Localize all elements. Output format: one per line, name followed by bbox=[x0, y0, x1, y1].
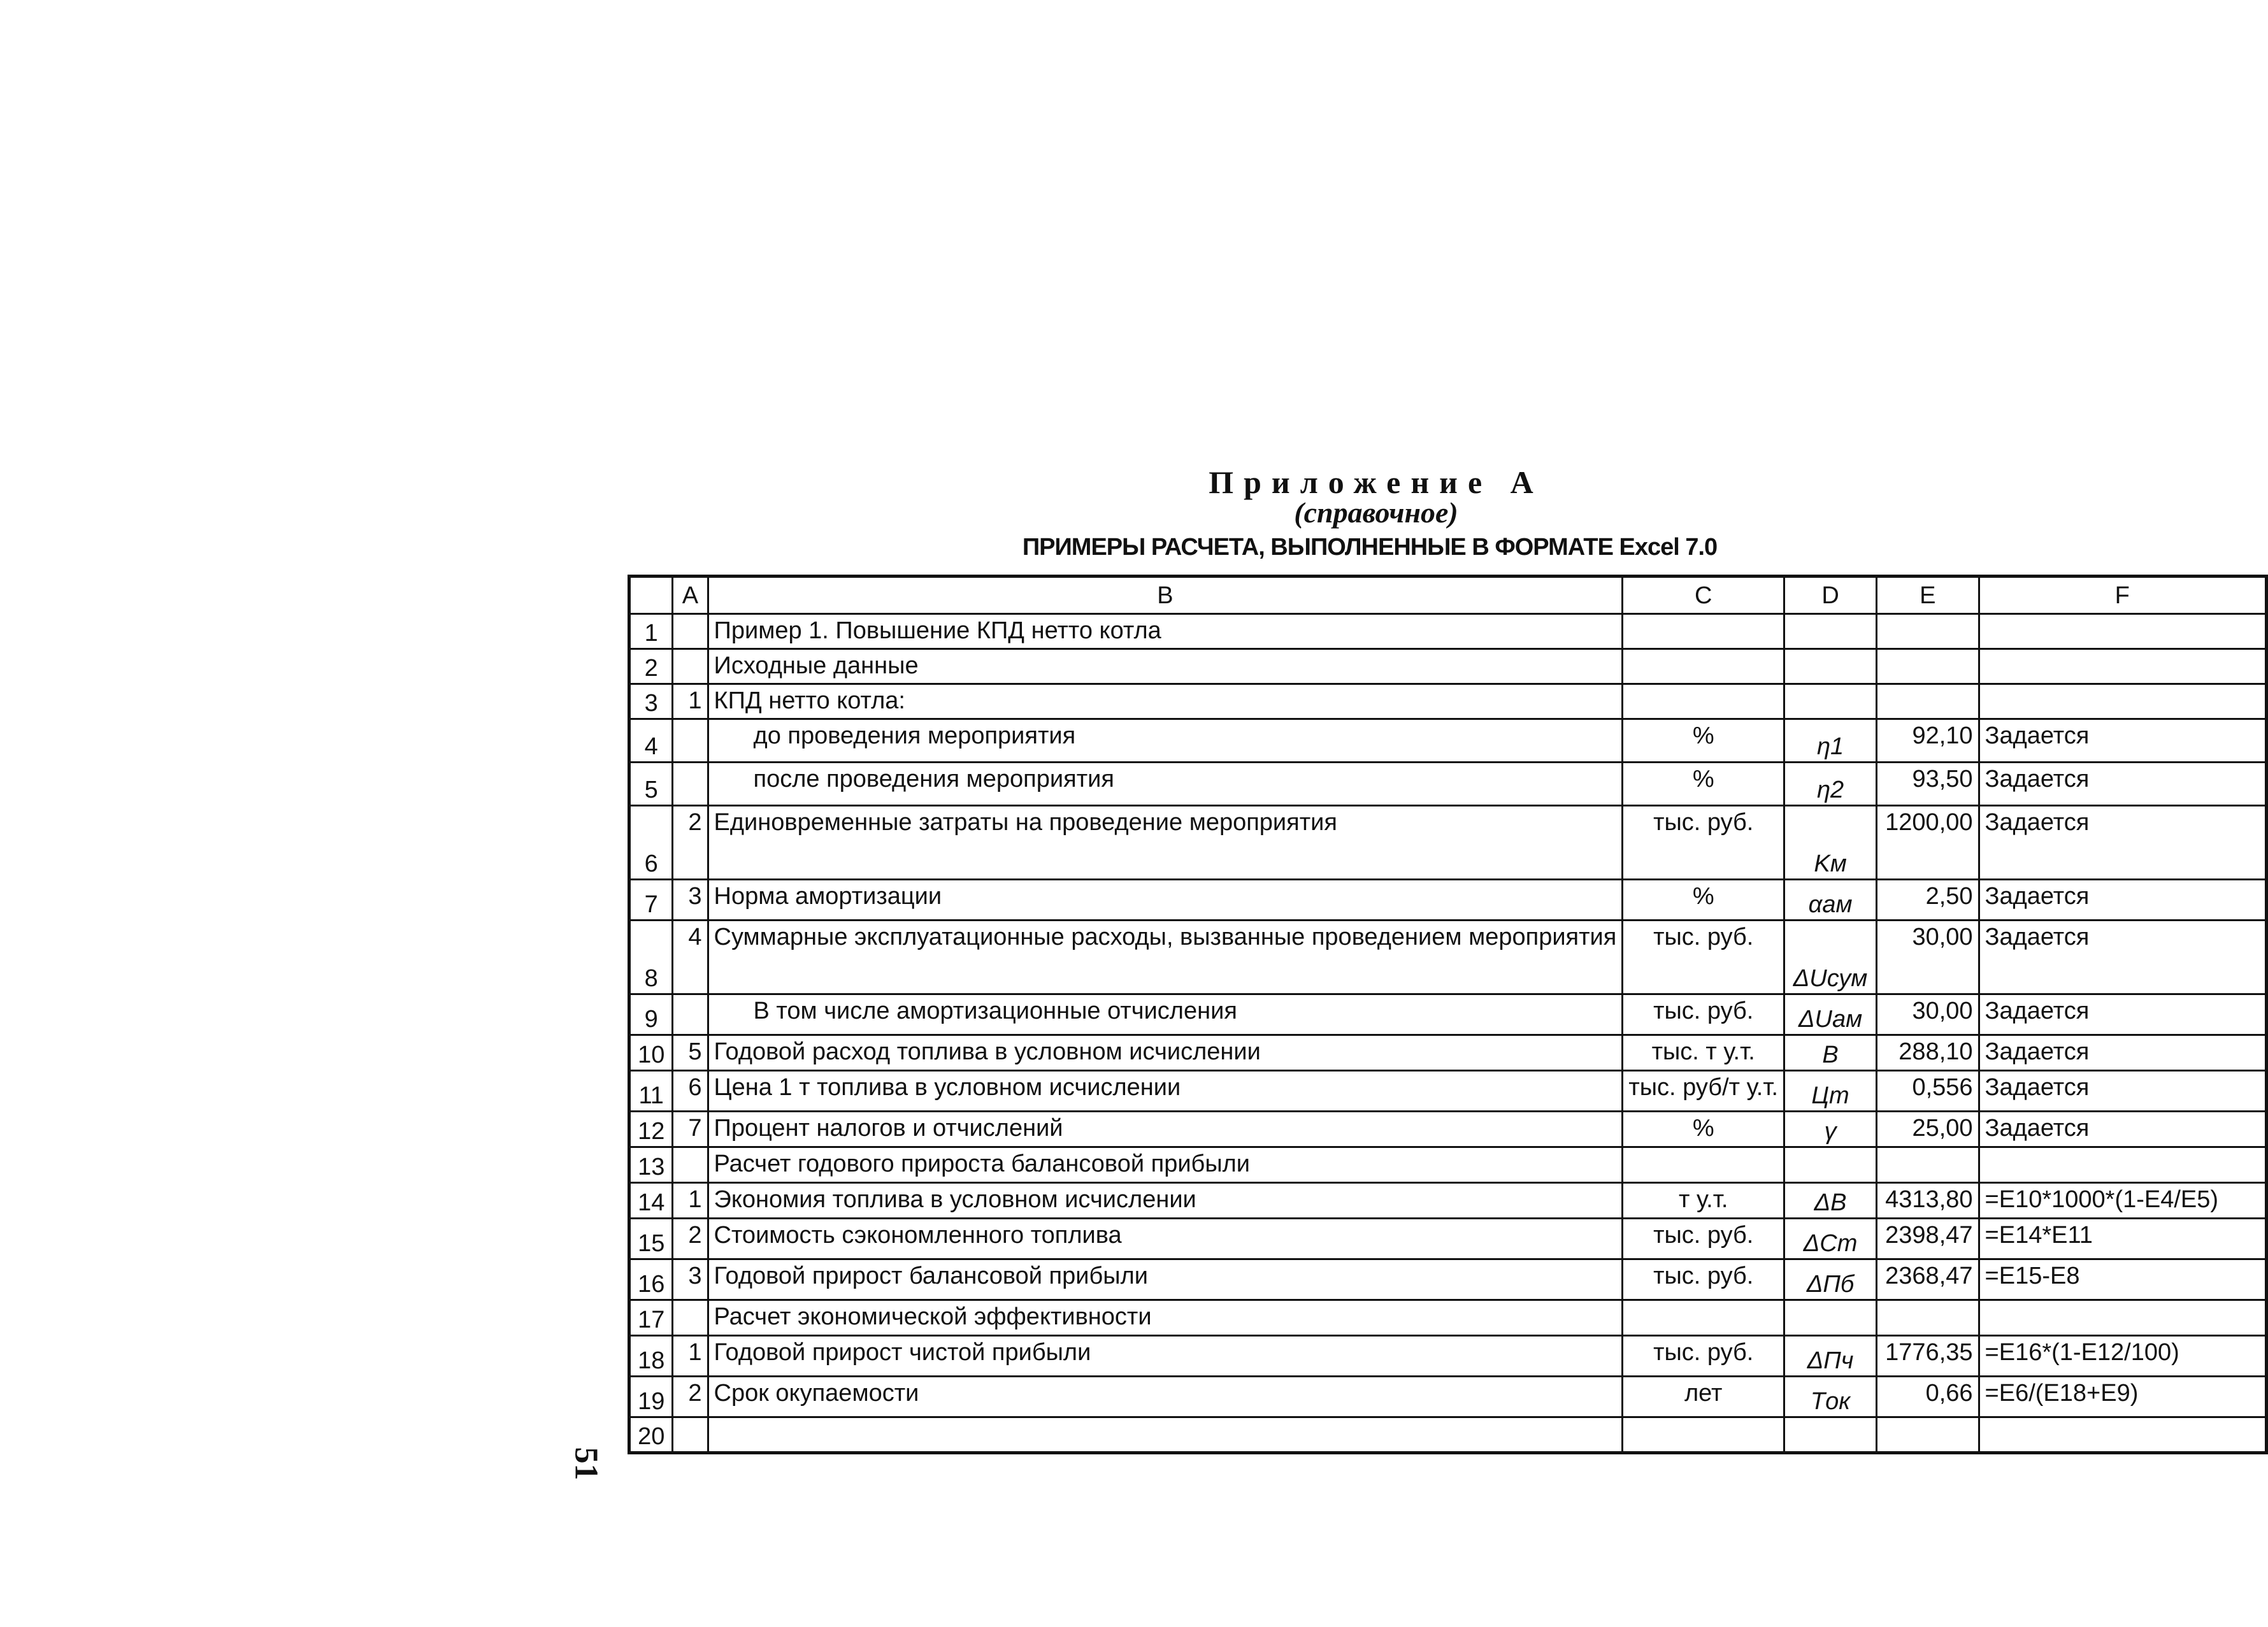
table-row bbox=[629, 1183, 2267, 1219]
table-row bbox=[629, 763, 2267, 806]
table-row bbox=[629, 1147, 2267, 1183]
cell-c[interactable]: % bbox=[1623, 763, 1784, 806]
cell-d[interactable]: ΔПч bbox=[1784, 1336, 1877, 1377]
cell-f[interactable] bbox=[1979, 649, 2266, 684]
cell-d[interactable]: αам bbox=[1784, 880, 1877, 921]
table-row bbox=[629, 921, 2267, 994]
table-row bbox=[629, 614, 2267, 649]
cell-a[interactable]: 1 bbox=[673, 1336, 708, 1377]
cell-b[interactable]: Годовой прирост балансовой прибыли bbox=[708, 1259, 1623, 1300]
row-number-cell[interactable]: 14 bbox=[629, 1183, 673, 1219]
table-row bbox=[629, 1112, 2267, 1147]
cell-b[interactable]: КПД нетто котла: bbox=[708, 684, 1623, 719]
cell-d[interactable] bbox=[1784, 614, 1877, 649]
cell-e[interactable]: 2368,47 bbox=[1877, 1259, 1979, 1300]
cell-d[interactable] bbox=[1784, 649, 1877, 684]
cell-c[interactable] bbox=[1623, 614, 1784, 649]
cell-b[interactable]: Единовременные затраты на проведение мероприятия bbox=[708, 806, 1623, 880]
cell-e[interactable] bbox=[1877, 684, 1979, 719]
row-number-cell[interactable]: 12 bbox=[629, 1112, 673, 1147]
cell-d[interactable]: γ bbox=[1784, 1112, 1877, 1147]
row-number-cell[interactable]: 10 bbox=[629, 1035, 673, 1071]
cell-c[interactable]: тыс. руб. bbox=[1623, 1259, 1784, 1300]
cell-a[interactable] bbox=[673, 614, 708, 649]
cell-f[interactable]: Задается bbox=[1979, 880, 2266, 921]
cell-a[interactable] bbox=[673, 994, 708, 1035]
row-number-cell[interactable]: 16 bbox=[629, 1259, 673, 1300]
cell-b[interactable]: Исходные данные bbox=[708, 649, 1623, 684]
table-row bbox=[629, 684, 2267, 719]
cell-c[interactable]: тыс. т у.т. bbox=[1623, 1035, 1784, 1071]
table-row bbox=[629, 1417, 2267, 1453]
cell-e[interactable]: 288,10 bbox=[1877, 1035, 1979, 1071]
cell-b[interactable]: Стоимость сэкономленного топлива bbox=[708, 1219, 1623, 1259]
cell-a[interactable]: 6 bbox=[673, 1071, 708, 1112]
cell-f[interactable]: =E14*E11 bbox=[1979, 1219, 2266, 1259]
cell-f[interactable]: Задается bbox=[1979, 1035, 2266, 1071]
cell-e[interactable]: 92,10 bbox=[1877, 719, 1979, 763]
column-header-row bbox=[629, 577, 2267, 614]
cell-f[interactable]: =E6/(E18+E9) bbox=[1979, 1377, 2266, 1417]
cell-e[interactable]: 1200,00 bbox=[1877, 806, 1979, 880]
cell-a[interactable]: 3 bbox=[673, 1259, 708, 1300]
column-header-b[interactable]: B bbox=[708, 577, 1623, 614]
corner-cell[interactable] bbox=[629, 577, 673, 614]
cell-e[interactable] bbox=[1877, 1147, 1979, 1183]
row-number-cell[interactable]: 7 bbox=[629, 880, 673, 921]
row-number-cell[interactable]: 18 bbox=[629, 1336, 673, 1377]
row-number-cell[interactable]: 20 bbox=[629, 1417, 673, 1453]
cell-d[interactable]: ΔПб bbox=[1784, 1259, 1877, 1300]
cell-c[interactable]: тыс. руб. bbox=[1623, 994, 1784, 1035]
row-number-cell[interactable]: 17 bbox=[629, 1300, 673, 1336]
cell-e[interactable]: 93,50 bbox=[1877, 763, 1979, 806]
row-number-cell[interactable]: 11 bbox=[629, 1071, 673, 1112]
row-number-cell[interactable]: 13 bbox=[629, 1147, 673, 1183]
cell-b[interactable]: Цена 1 т топлива в условном исчислении bbox=[708, 1071, 1623, 1112]
cell-a[interactable] bbox=[673, 649, 708, 684]
cell-c[interactable] bbox=[1623, 1147, 1784, 1183]
cell-b[interactable]: В том числе амортизационные отчисления bbox=[708, 994, 1623, 1035]
cell-b[interactable]: после проведения мероприятия bbox=[708, 763, 1623, 806]
page-number: 51 bbox=[568, 1447, 605, 1480]
cell-a[interactable]: 2 bbox=[673, 1219, 708, 1259]
cell-f[interactable]: Задается bbox=[1979, 719, 2266, 763]
cell-f[interactable]: Задается bbox=[1979, 921, 2266, 994]
table-row bbox=[629, 1377, 2267, 1417]
cell-e[interactable]: 0,66 bbox=[1877, 1377, 1979, 1417]
cell-f[interactable] bbox=[1979, 1147, 2266, 1183]
row-number-cell[interactable]: 9 bbox=[629, 994, 673, 1035]
cell-e[interactable]: 30,00 bbox=[1877, 921, 1979, 994]
table-row bbox=[629, 1035, 2267, 1071]
column-header-d[interactable]: D bbox=[1784, 577, 1877, 614]
cell-e[interactable]: 0,556 bbox=[1877, 1071, 1979, 1112]
row-number-cell[interactable]: 6 bbox=[629, 806, 673, 880]
cell-a[interactable]: 1 bbox=[673, 684, 708, 719]
cell-d[interactable]: ΔCт bbox=[1784, 1219, 1877, 1259]
table-row bbox=[629, 994, 2267, 1035]
cell-c[interactable]: % bbox=[1623, 1112, 1784, 1147]
cell-a[interactable]: 7 bbox=[673, 1112, 708, 1147]
cell-e[interactable] bbox=[1877, 614, 1979, 649]
cell-e[interactable]: 25,00 bbox=[1877, 1112, 1979, 1147]
cell-a[interactable]: 1 bbox=[673, 1183, 708, 1219]
cell-b[interactable]: до проведения мероприятия bbox=[708, 719, 1623, 763]
spreadsheet-table bbox=[628, 575, 2268, 1454]
cell-e[interactable] bbox=[1877, 1417, 1979, 1453]
cell-b[interactable]: Экономия топлива в условном исчислении bbox=[708, 1183, 1623, 1219]
table-row bbox=[629, 1071, 2267, 1112]
cell-d[interactable]: Kм bbox=[1784, 806, 1877, 880]
table-row bbox=[629, 1336, 2267, 1377]
cell-f[interactable]: =E15-E8 bbox=[1979, 1259, 2266, 1300]
cell-b[interactable]: Срок окупаемости bbox=[708, 1377, 1623, 1417]
table-row bbox=[629, 719, 2267, 763]
cell-e[interactable]: 30,00 bbox=[1877, 994, 1979, 1035]
cell-f[interactable]: Задается bbox=[1979, 994, 2266, 1035]
cell-c[interactable] bbox=[1623, 684, 1784, 719]
cell-a[interactable] bbox=[673, 1300, 708, 1336]
table-body bbox=[629, 614, 2267, 1453]
appendix-subtitle: (справочное) bbox=[1294, 496, 1458, 529]
row-number-cell[interactable]: 4 bbox=[629, 719, 673, 763]
row-number-cell[interactable]: 1 bbox=[629, 614, 673, 649]
row-number-cell[interactable]: 15 bbox=[629, 1219, 673, 1259]
cell-d[interactable] bbox=[1784, 1417, 1877, 1453]
cell-c[interactable]: тыс. руб. bbox=[1623, 1219, 1784, 1259]
column-header-a[interactable]: A bbox=[673, 577, 708, 614]
cell-a[interactable] bbox=[673, 719, 708, 763]
cell-d[interactable]: η2 bbox=[1784, 763, 1877, 806]
row-number-cell[interactable]: 3 bbox=[629, 684, 673, 719]
cell-c[interactable]: % bbox=[1623, 719, 1784, 763]
cell-f[interactable]: =E10*1000*(1-E4/E5) bbox=[1979, 1183, 2266, 1219]
cell-a[interactable]: 2 bbox=[673, 806, 708, 880]
cell-d[interactable]: ΔB bbox=[1784, 1183, 1877, 1219]
cell-e[interactable] bbox=[1877, 649, 1979, 684]
cell-a[interactable]: 3 bbox=[673, 880, 708, 921]
cell-d[interactable] bbox=[1784, 1147, 1877, 1183]
cell-c[interactable] bbox=[1623, 649, 1784, 684]
cell-c[interactable]: тыс. руб. bbox=[1623, 921, 1784, 994]
cell-f[interactable]: Задается bbox=[1979, 763, 2266, 806]
cell-d[interactable]: ΔUам bbox=[1784, 994, 1877, 1035]
column-header-c[interactable]: C bbox=[1623, 577, 1784, 614]
cell-b[interactable]: Суммарные эксплуатационные расходы, вызванные проведением мероприятия bbox=[708, 921, 1623, 994]
cell-a[interactable] bbox=[673, 1417, 708, 1453]
cell-c[interactable]: тыс. руб/т у.т. bbox=[1623, 1071, 1784, 1112]
table-row bbox=[629, 806, 2267, 880]
cell-a[interactable]: 2 bbox=[673, 1377, 708, 1417]
cell-a[interactable]: 5 bbox=[673, 1035, 708, 1071]
cell-b[interactable]: Годовой прирост чистой прибыли bbox=[708, 1336, 1623, 1377]
cell-c[interactable] bbox=[1623, 1300, 1784, 1336]
cell-e[interactable]: 1776,35 bbox=[1877, 1336, 1979, 1377]
cell-a[interactable]: 4 bbox=[673, 921, 708, 994]
cell-f[interactable] bbox=[1979, 1300, 2266, 1336]
cell-c[interactable]: лет bbox=[1623, 1377, 1784, 1417]
table-row bbox=[629, 1259, 2267, 1300]
cell-c[interactable]: т у.т. bbox=[1623, 1183, 1784, 1219]
table-row bbox=[629, 1219, 2267, 1259]
cell-b[interactable]: Норма амортизации bbox=[708, 880, 1623, 921]
column-header-f[interactable]: F bbox=[1979, 577, 2266, 614]
cell-e[interactable]: 2,50 bbox=[1877, 880, 1979, 921]
cell-d[interactable]: B bbox=[1784, 1035, 1877, 1071]
cell-a[interactable] bbox=[673, 1147, 708, 1183]
cell-d[interactable]: ΔUсум bbox=[1784, 921, 1877, 994]
cell-b[interactable]: Расчет экономической эффективности bbox=[708, 1300, 1623, 1336]
examples-heading: ПРИМЕРЫ РАСЧЕТА, ВЫПОЛНЕННЫЕ В ФОРМАТЕ Excel 7.0 bbox=[1022, 534, 1718, 561]
cell-a[interactable] bbox=[673, 763, 708, 806]
cell-f[interactable] bbox=[1979, 614, 2266, 649]
cell-d[interactable]: Tок bbox=[1784, 1377, 1877, 1417]
cell-d[interactable]: Цт bbox=[1784, 1071, 1877, 1112]
table-row bbox=[629, 880, 2267, 921]
cell-b[interactable] bbox=[708, 1417, 1623, 1453]
cell-f[interactable]: Задается bbox=[1979, 806, 2266, 880]
cell-e[interactable]: 2398,47 bbox=[1877, 1219, 1979, 1259]
cell-b[interactable]: Годовой расход топлива в условном исчислении bbox=[708, 1035, 1623, 1071]
cell-b[interactable]: Расчет годового прироста балансовой прибыли bbox=[708, 1147, 1623, 1183]
cell-f[interactable]: Задается bbox=[1979, 1071, 2266, 1112]
cell-c[interactable] bbox=[1623, 1417, 1784, 1453]
cell-c[interactable]: % bbox=[1623, 880, 1784, 921]
cell-f[interactable] bbox=[1979, 1417, 2266, 1453]
cell-d[interactable]: η1 bbox=[1784, 719, 1877, 763]
row-number-cell[interactable]: 2 bbox=[629, 649, 673, 684]
table-row bbox=[629, 649, 2267, 684]
cell-d[interactable] bbox=[1784, 1300, 1877, 1336]
cell-f[interactable]: Задается bbox=[1979, 1112, 2266, 1147]
column-header-e[interactable]: E bbox=[1877, 577, 1979, 614]
cell-e[interactable] bbox=[1877, 1300, 1979, 1336]
cell-c[interactable]: тыс. руб. bbox=[1623, 1336, 1784, 1377]
cell-d[interactable] bbox=[1784, 684, 1877, 719]
cell-b[interactable]: Процент налогов и отчислений bbox=[708, 1112, 1623, 1147]
cell-f[interactable]: =E16*(1-E12/100) bbox=[1979, 1336, 2266, 1377]
cell-f[interactable] bbox=[1979, 684, 2266, 719]
cell-e[interactable]: 4313,80 bbox=[1877, 1183, 1979, 1219]
cell-b[interactable]: Пример 1. Повышение КПД нетто котла bbox=[708, 614, 1623, 649]
row-number-cell[interactable]: 5 bbox=[629, 763, 673, 806]
row-number-cell[interactable]: 19 bbox=[629, 1377, 673, 1417]
appendix-title: Приложение А bbox=[1209, 464, 1544, 500]
table-row bbox=[629, 1300, 2267, 1336]
cell-c[interactable]: тыс. руб. bbox=[1623, 806, 1784, 880]
row-number-cell[interactable]: 8 bbox=[629, 921, 673, 994]
